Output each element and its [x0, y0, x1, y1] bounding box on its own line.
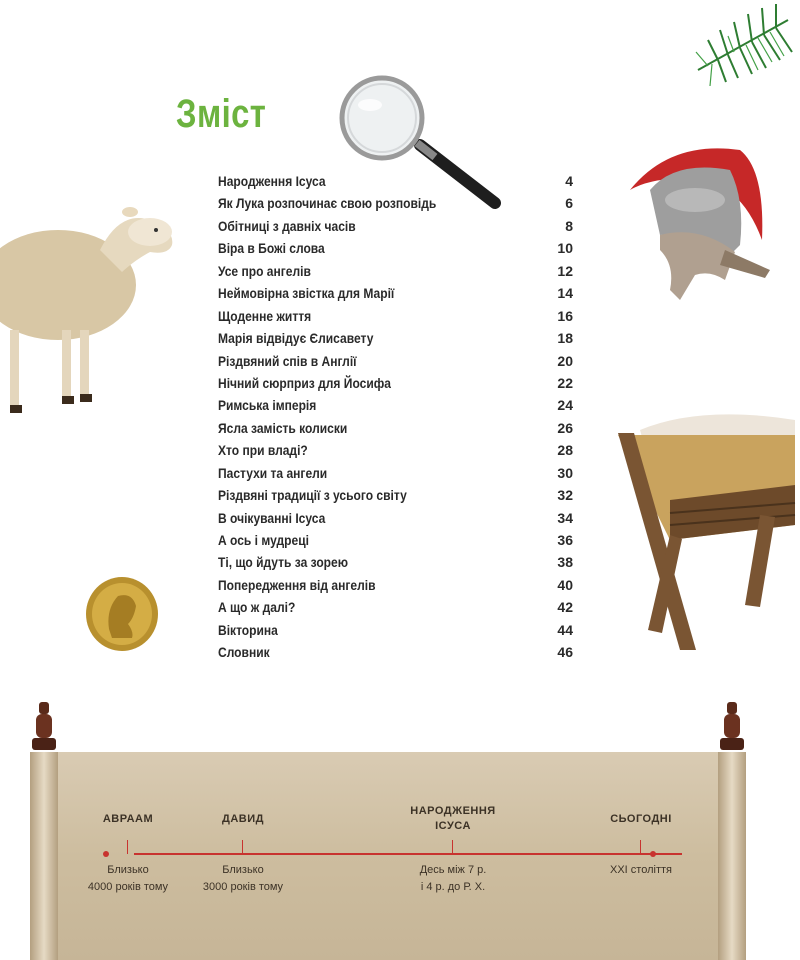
timeline-item-date-line1: Близько — [107, 864, 149, 876]
toc-entry-page: 40 — [557, 576, 573, 593]
toc-entry-page: 30 — [557, 464, 573, 481]
toc-entry-title: Обітниці з давніх часів — [218, 217, 356, 234]
toc-entry-title: Пастухи та ангели — [218, 464, 328, 481]
toc-entry-page: 6 — [565, 195, 573, 212]
toc-entry-page: 14 — [557, 285, 573, 302]
toc-entry-title: Народження Ісуса — [218, 173, 326, 189]
timeline-tick — [242, 840, 243, 854]
scroll-roll-left — [30, 752, 58, 960]
toc-entry-page: 46 — [557, 644, 573, 661]
toc-entry-page: 32 — [557, 487, 573, 504]
toc-entry-page: 36 — [557, 532, 573, 548]
toc-entry-page: 38 — [557, 554, 573, 571]
toc-entry[interactable] — [218, 260, 573, 282]
toc-entry[interactable] — [218, 305, 573, 327]
timeline-item-today — [581, 812, 701, 827]
toc-entry-title: Неймовірна звістка для Марії — [218, 285, 395, 302]
toc-entry-page: 22 — [557, 374, 573, 391]
toc-entry[interactable] — [218, 215, 573, 237]
pine-branch-image — [688, 0, 800, 100]
timeline-tick — [640, 840, 641, 854]
timeline-item-abraham-date — [68, 862, 188, 896]
toc-entry[interactable] — [218, 484, 573, 506]
toc-entry-title: А ось і мудреці — [218, 532, 309, 548]
scroll-knob-left — [30, 700, 58, 756]
toc-entry-title: А що ж далі? — [218, 599, 296, 616]
toc-entry[interactable] — [218, 619, 573, 641]
sheep-image — [0, 200, 180, 420]
toc-entry-title: Щоденне життя — [218, 307, 312, 324]
timeline-item-name-line1: НАРОДЖЕННЯ — [410, 805, 496, 817]
timeline-item-name: АВРААМ — [102, 813, 154, 825]
toc-entry-title: Віра в Божі слова — [218, 240, 325, 257]
timeline-line — [134, 853, 682, 855]
timeline-item-david-date — [183, 862, 303, 896]
toc-entry[interactable] — [218, 529, 573, 551]
toc-entry-page: 24 — [557, 397, 573, 414]
page-title: Зміст — [176, 92, 267, 136]
toc-entry-page: 34 — [557, 509, 573, 526]
timeline-item-david — [183, 812, 303, 827]
toc-entry-title: Марія відвідує Єлисавету — [218, 330, 374, 347]
timeline-item-name: ДАВИД — [222, 813, 264, 825]
table-of-contents — [218, 170, 573, 664]
timeline-tick — [452, 840, 453, 854]
toc-entry-title: Ясла замість колиски — [218, 419, 348, 436]
parchment — [58, 752, 738, 960]
timeline-end-dot — [650, 851, 656, 857]
manger-image — [610, 405, 800, 665]
toc-entry-title: Попередження від ангелів — [218, 576, 376, 593]
toc-entry-title: Різдвяний спів в Англії — [218, 352, 357, 369]
toc-entry[interactable] — [218, 170, 573, 192]
toc-entry[interactable] — [218, 350, 573, 372]
toc-entry[interactable] — [218, 596, 573, 618]
toc-entry[interactable] — [218, 551, 573, 573]
timeline-item-date-line1: Близько — [222, 864, 264, 876]
timeline-scroll — [28, 700, 772, 960]
toc-entry-page: 28 — [557, 442, 573, 459]
toc-entry-title: В очікуванні Ісуса — [218, 509, 326, 526]
toc-entry[interactable] — [218, 641, 573, 663]
timeline-item-today-date — [581, 862, 701, 879]
scroll-roll-right — [718, 752, 746, 960]
timeline-item-date-line2: 4000 років тому — [87, 881, 169, 893]
toc-entry-title: Ті, що йдуть за зорею — [218, 554, 349, 571]
toc-entry-title: Нічний сюрприз для Йосифа — [218, 374, 391, 391]
toc-entry[interactable] — [218, 327, 573, 349]
toc-entry-title: Усе про ангелів — [218, 262, 311, 279]
toc-entry-title: Вікторина — [218, 621, 278, 638]
toc-entry[interactable] — [218, 282, 573, 304]
timeline-item-date-line2: 3000 років тому — [202, 881, 284, 893]
toc-entry-page: 26 — [557, 419, 573, 436]
toc-entry-title: Римська імперія — [218, 397, 317, 414]
toc-entry-page: 16 — [557, 307, 573, 324]
scroll-knob-right — [718, 700, 746, 756]
toc-entry[interactable] — [218, 394, 573, 416]
toc-entry[interactable] — [218, 372, 573, 394]
timeline-item-date-line1: XXI століття — [610, 864, 672, 876]
toc-entry[interactable] — [218, 237, 573, 259]
toc-entry-title: Різдвяні традиції з усього світу — [218, 487, 407, 504]
toc-entry-title: Словник — [218, 644, 270, 661]
toc-entry-page: 20 — [557, 352, 573, 369]
toc-entry-page: 8 — [565, 217, 573, 234]
timeline-item-name: СЬОГОДНІ — [610, 813, 672, 825]
timeline-item-date-line1: Десь між 7 р. — [419, 864, 487, 876]
toc-entry-page: 42 — [557, 599, 573, 616]
timeline-tick — [127, 840, 128, 854]
toc-entry-page: 18 — [557, 330, 573, 347]
toc-entry-page: 10 — [557, 240, 573, 257]
toc-entry[interactable] — [218, 507, 573, 529]
toc-entry-page: 44 — [557, 621, 573, 638]
toc-entry-title: Хто при владі? — [218, 442, 308, 459]
timeline-item-abraham — [68, 812, 188, 827]
toc-entry[interactable] — [218, 462, 573, 484]
timeline-item-birth-of-jesus-date — [393, 862, 513, 896]
toc-entry[interactable] — [218, 574, 573, 596]
toc-entry[interactable] — [218, 192, 573, 214]
toc-entry[interactable] — [218, 417, 573, 439]
roman-helmet-image — [620, 140, 780, 305]
toc-entry-page: 12 — [557, 262, 573, 279]
timeline-item-date-line2: і 4 р. до Р. Х. — [420, 881, 486, 893]
timeline-item-birth-of-jesus — [393, 804, 513, 834]
timeline-start-dot — [103, 851, 109, 857]
gold-coin-image — [84, 574, 162, 654]
toc-entry-page: 4 — [565, 173, 573, 189]
timeline-item-name-line2: ІСУСА — [435, 820, 471, 832]
toc-entry-title: Як Лука розпочинає свою розповідь — [218, 195, 437, 212]
toc-entry[interactable] — [218, 439, 573, 461]
